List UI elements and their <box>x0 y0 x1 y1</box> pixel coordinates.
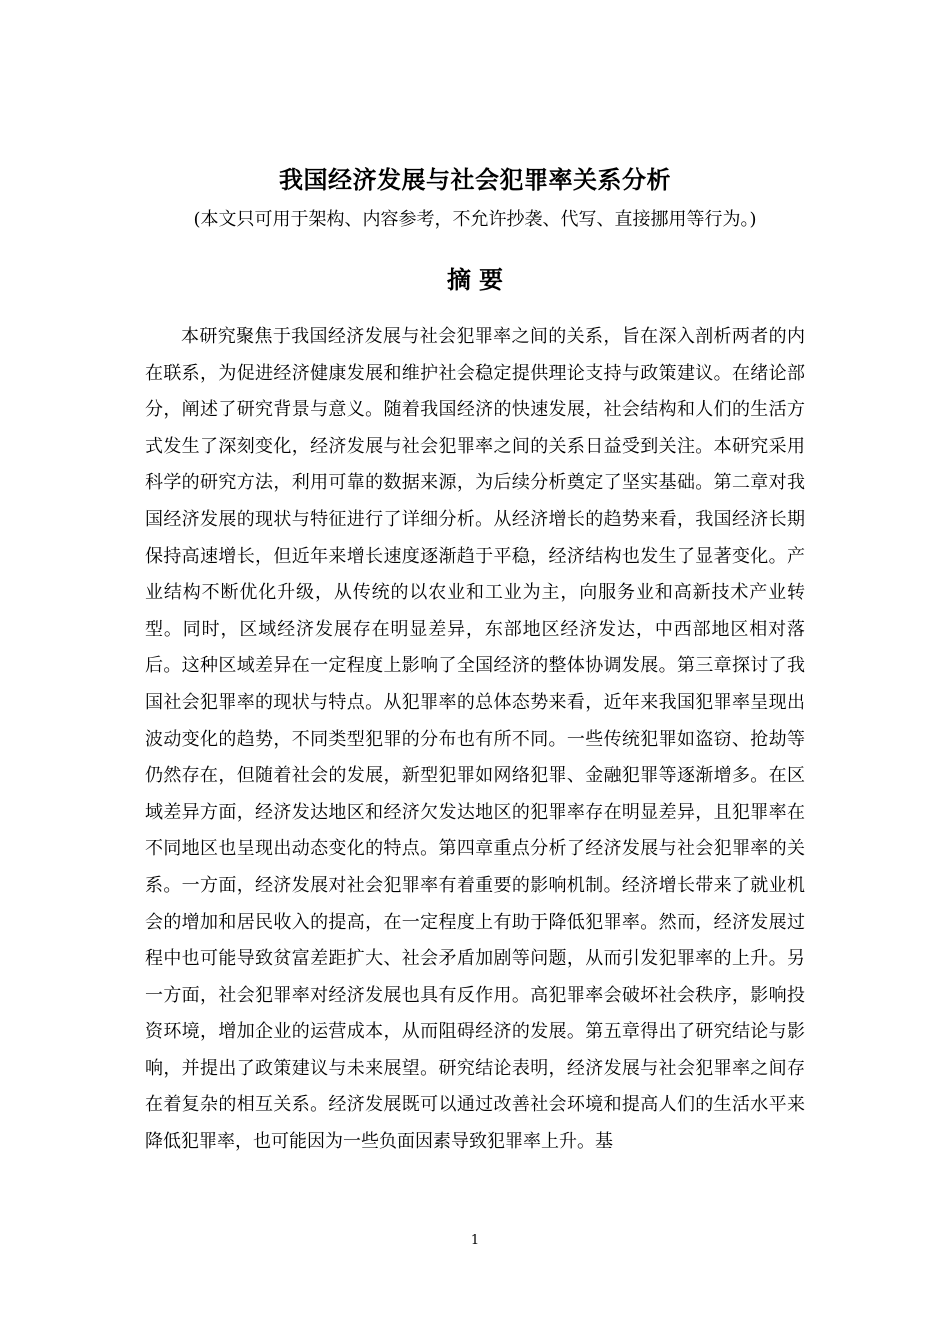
document-subtitle: (本文只可用于架构、内容参考，不允许抄袭、代写、直接挪用等行为。) <box>193 209 757 230</box>
abstract-body: 本研究聚焦于我国经济发展与社会犯罪率之间的关系，旨在深入剖析两者的内在联系，为促进经济健康发展和维护社会稳定提供理论支持与政策建议。在绪论部分，阐述了研究背景与意义。随着我国经济的快速发展，社会结构和人们的生活方式发生了深刻变化，经济发展与社会犯罪率之间的关系日益受到关注。本研究采用科学的研究方法，利用可靠的数据来源，为后续分析奠定了坚实基础。第二章对我国经济发展的现状与特征进行了详细分析。从经济增长的趋势来看，我国经济长期保持高速增长，但近年来增长速度逐渐趋于平稳，经济结构也发生了显著变化。产业结构不断优化升级，从传统的以农业和工业为主，向服务业和高新技术产业转型。同时，区域经济发展存在明显差异，东部地区经济发达，中西部地区相对落后。这种区域差异在一定程度上影响了全国经济的整体协调发展。第三章探讨了我国社会犯罪率的现状与特点。从犯罪率的总体态势来看，近年来我国犯罪率呈现出波动变化的趋势，不同类型犯罪的分布也有所不同。一些传统犯罪如盗窃、抢劫等仍然存在，但随着社会的发展，新型犯罪如网络犯罪、金融犯罪等逐渐增多。在区域差异方面，经济发达地区和经济欠发达地区的犯罪率存在明显差异，且犯罪率在不同地区也呈现出动态变化的特点。第四章重点分析了经济发展与社会犯罪率的关系。一方面，经济发展对社会犯罪率有着重要的影响机制。经济增长带来了就业机会的增加和居民收入的提高，在一定程度上有助于降低犯罪率。然而，经济发展过程中也可能导致贫富差距扩大、社会矛盾加剧等问题，从而引发犯罪率的上升。另一方面，社会犯罪率对经济发展也具有反作用。高犯罪率会破坏社会秩序，影响投资环境，增加企业的运营成本，从而阻碍经济的发展。第五章得出了研究结论与影响，并提出了政策建议与未来展望。研究结论表明，经济发展与社会犯罪率之间存在着复杂的相互关系。经济发展既可以通过改善社会环境和提高人们的生活水平来降低犯罪率，也可能因为一些负面因素导致犯罪率上升。基 <box>145 326 805 1153</box>
abstract-heading: 摘要 <box>447 266 511 294</box>
page-number: 1 <box>470 1233 480 1248</box>
document-title: 我国经济发展与社会犯罪率关系分析 <box>279 166 671 194</box>
